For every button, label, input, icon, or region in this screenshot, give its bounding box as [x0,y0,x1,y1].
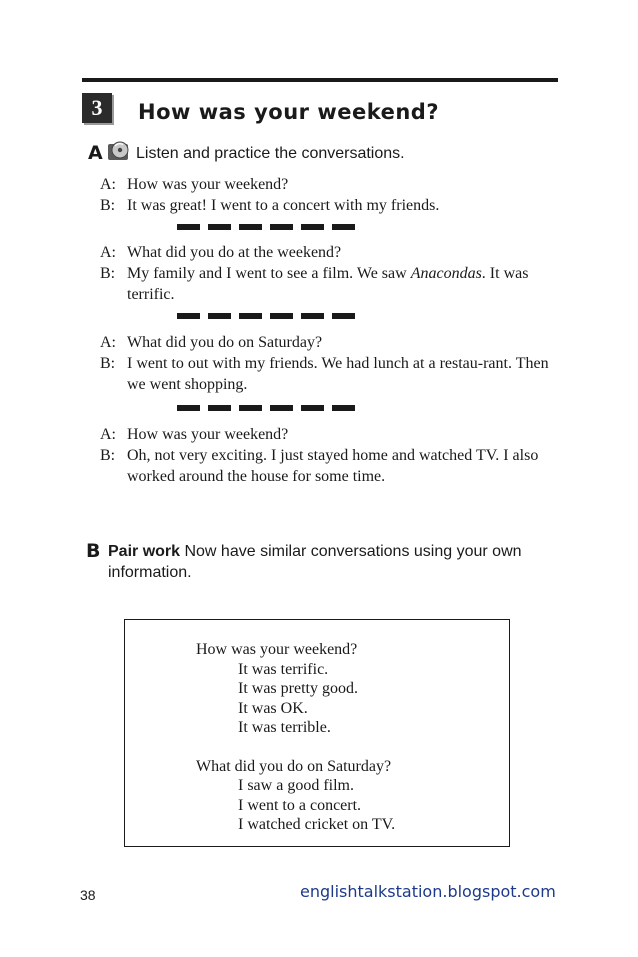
section-b-text: Now have similar conversations using your own information. [108,543,522,581]
box-answer: I went to a concert. [238,796,362,814]
dialogue-line [100,195,570,216]
section-a-letter: A [88,142,103,164]
dialogue-line [100,332,570,353]
dialogue-text: What did you do on Saturday? [127,334,323,351]
section-b-instruction [108,541,578,583]
dialogue-line [100,424,570,445]
box-question: What did you do on Saturday? [196,757,392,775]
box-answer: It was terrific. [238,660,329,678]
unit-number-badge: 3 [82,93,112,123]
dialogue-line [100,174,570,195]
dialogue-line [100,445,570,487]
section-b-letter: B [86,540,101,562]
box-answer: I watched cricket on TV. [238,816,396,833]
section-a-instruction: Listen and practice the conversations. [136,145,405,162]
dialogue-text-part: . It was terrific. [127,265,529,303]
cd-audio-icon [107,140,131,162]
dialogue-text: What did you do at the weekend? [127,244,342,261]
dialogue-line [100,263,570,305]
dialogue-text [127,263,570,305]
speaker-label: A: [100,426,116,443]
box-answer: It was terrible. [238,719,331,736]
speaker-label: A: [100,244,116,261]
conversation-2 [100,242,570,305]
dialogue-line [100,353,570,395]
box-answer: It was OK. [238,699,308,717]
speaker-label: A: [100,334,116,351]
dialogue-text: How was your weekend? [127,426,289,443]
language-box-content [196,640,395,835]
dialogue-text: It was great! I went to a concert with my friends. [127,197,440,214]
unit-title: How was your weekend? [138,100,440,124]
box-answer: I saw a good film. [238,777,354,794]
speaker-label: B: [100,355,116,372]
speaker-label: B: [100,265,116,282]
top-rule [82,78,558,82]
conversation-3 [100,332,570,395]
box-question: How was your weekend? [196,641,358,658]
dialogue-text: Oh, not very exciting. I just stayed home and watched TV. I also worked around the house for some time. [127,447,539,485]
pair-work-label: Pair work [108,543,181,560]
conversation-1 [100,174,570,216]
dash-separator [177,313,355,319]
box-answer: It was pretty good. [238,680,358,697]
dash-separator [177,224,355,230]
dialogue-line [100,242,570,263]
dialogue-text: How was your weekend? [127,176,289,193]
site-url: englishtalkstation.blogspot.com [300,882,556,901]
conversation-4 [100,424,570,487]
dialogue-text: I went to out with my friends. We had lunch at a restau-rant. Then we went shopping. [127,355,549,393]
dialogue-text-part: My family and I went to see a film. We saw [127,265,411,282]
film-title: Anacondas [410,265,482,282]
speaker-label: A: [100,176,116,193]
dash-separator [177,405,355,411]
speaker-label: B: [100,447,116,464]
speaker-label: B: [100,197,116,214]
page-number: 38 [80,887,96,903]
